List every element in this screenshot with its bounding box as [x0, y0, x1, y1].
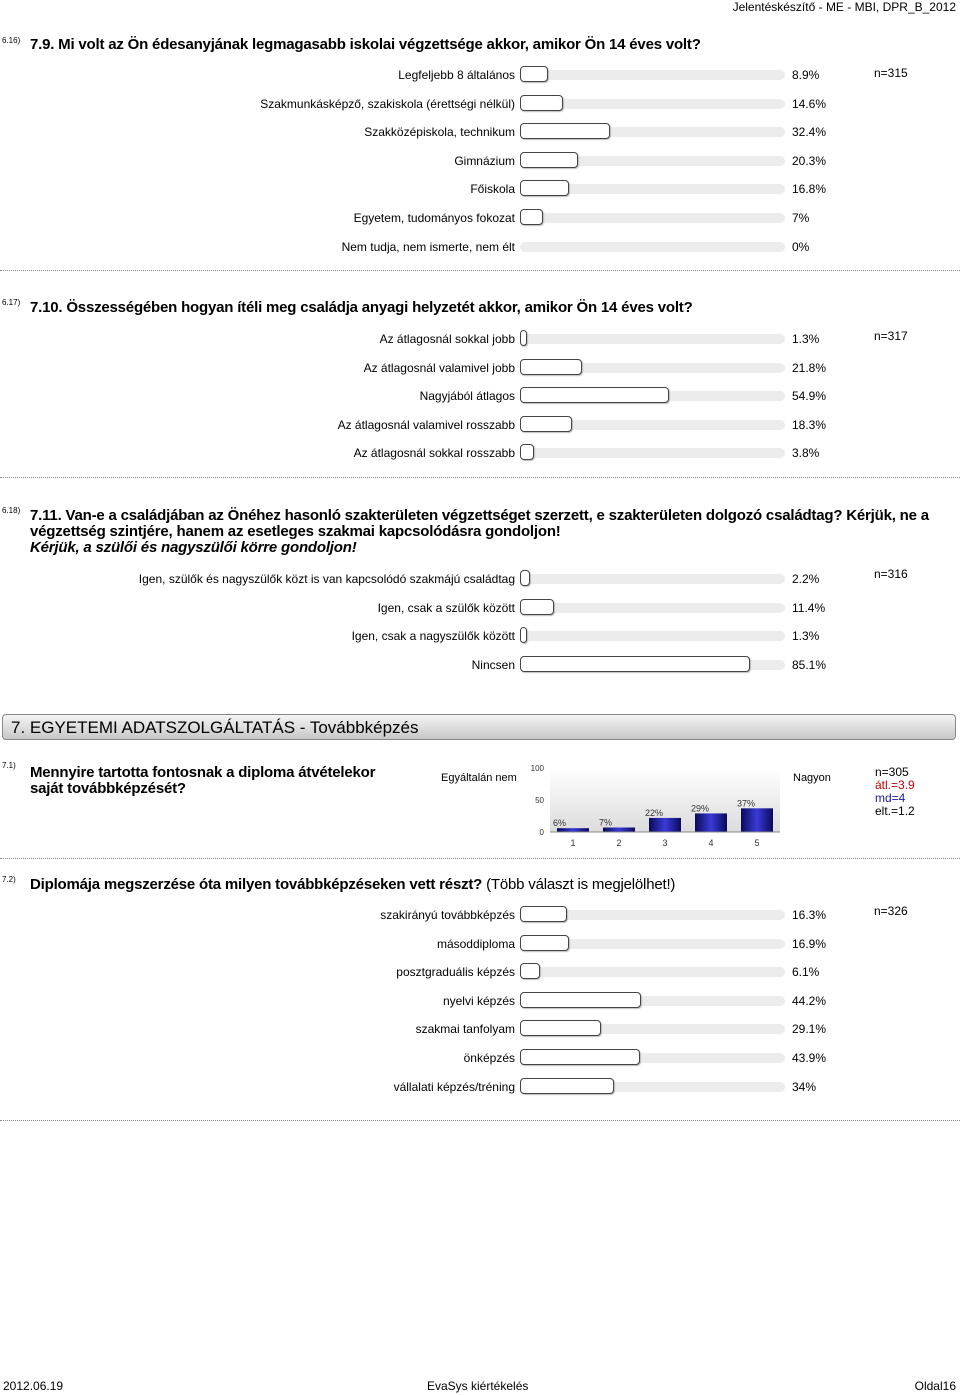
- answer-percentage: 1.3%: [792, 332, 820, 346]
- answer-row: [0, 1078, 960, 1098]
- question-title-text: 7.11. Van-e a családjában az Önéhez hasonló szakterületen végzettséget szerzett, e szakterületen dolgozó családtag? Kérjük, ne a végzettség szintjére, hanem az esetleges szakmai kapcsolódásra gondoljon!: [30, 507, 929, 540]
- question-title: [30, 508, 956, 556]
- percentage-bar: [520, 180, 569, 196]
- question-title-text: Diplomája megszerzése óta milyen továbbképzéseken vett részt?: [30, 876, 483, 893]
- answer-label: Az átlagosnál sokkal rosszabb: [353, 446, 515, 460]
- answer-label: Nagyjából átlagos: [419, 389, 515, 403]
- question-title: 7.9. Mi volt az Ön édesanyjának legmagasabb iskolai végzettsége akkor, amikor Ön 14 éves volt?: [30, 36, 701, 53]
- answer-row: [0, 330, 960, 350]
- answer-row: [0, 359, 960, 379]
- divider: [0, 270, 960, 271]
- y-tick-label: 0: [539, 828, 544, 837]
- bar-track: [520, 603, 785, 613]
- bar-track: [520, 631, 785, 641]
- percentage-bar: [520, 1020, 601, 1036]
- report-header: Jelentéskészítő - ME - MBI, DPR_B_2012: [732, 0, 956, 14]
- answer-percentage: 16.3%: [792, 908, 827, 922]
- answer-percentage: 16.9%: [792, 936, 827, 951]
- answer-percentage: 85.1%: [792, 658, 827, 673]
- answer-row: [0, 1049, 960, 1069]
- answer-label: Szakmunkásképző, szakiskola (érettségi nélkül): [260, 96, 515, 111]
- rating-histogram: [520, 760, 780, 855]
- question-title: 7.10. Összességében hogyan ítéli meg családja anyagi helyzetét akkor, amikor Ön 14 éves volt?: [30, 299, 693, 316]
- bar-data-label: 7%: [599, 817, 613, 828]
- footer-page: Oldal16: [914, 1379, 956, 1393]
- answer-label: szakmai tanfolyam: [415, 1022, 515, 1037]
- answer-row: [0, 95, 960, 115]
- answer-percentage: 3.8%: [792, 446, 820, 460]
- question-number: 7.2): [2, 875, 16, 884]
- answer-row: [0, 180, 960, 200]
- answer-percentage: 7%: [792, 211, 810, 225]
- answer-percentage: 29.1%: [792, 1022, 827, 1037]
- answer-percentage: 1.3%: [792, 629, 820, 644]
- question-title-note: (Több választ is megjelölhet!): [486, 876, 676, 893]
- percentage-bar: [520, 656, 750, 672]
- bar-track: [520, 242, 785, 252]
- percentage-bar: [520, 152, 578, 168]
- answer-label: nyelvi képzés: [442, 993, 515, 1008]
- percentage-bar: [520, 1078, 614, 1094]
- question-title: Mennyire tartotta fontosnak a diploma átvételekor saját továbbképzését?: [30, 764, 376, 797]
- question-number: 6.16): [2, 36, 21, 45]
- percentage-bar: [520, 95, 563, 111]
- answer-row: [0, 1020, 960, 1040]
- section-header: [2, 714, 956, 740]
- percentage-bar: [520, 359, 582, 375]
- question-number: 7.1): [2, 761, 16, 770]
- answer-percentage: 14.6%: [792, 96, 827, 111]
- answer-row: [0, 238, 960, 258]
- answer-label: Legfeljebb 8 általános: [398, 68, 515, 82]
- sample-size: n=316: [874, 567, 908, 581]
- percentage-bar: [520, 387, 669, 403]
- question-title: [30, 877, 675, 893]
- percentage-bar: [520, 963, 540, 979]
- answer-label: Nincsen: [471, 658, 515, 673]
- answer-label: Igen, csak a nagyszülők között: [351, 629, 515, 644]
- histogram-bar: [649, 818, 681, 832]
- answer-percentage: 32.4%: [792, 125, 827, 140]
- answer-label: posztgraduális képzés: [396, 965, 515, 980]
- percentage-bar: [520, 627, 527, 643]
- percentage-bar: [520, 570, 530, 586]
- histogram-bar: [603, 828, 635, 832]
- bar-track: [520, 967, 785, 977]
- divider: [0, 477, 960, 478]
- bar-track: [520, 213, 785, 223]
- answer-row: [0, 123, 960, 143]
- answer-row: [0, 963, 960, 983]
- histogram-bar: [741, 808, 773, 832]
- percentage-bar: [520, 123, 610, 139]
- question-number: 6.17): [2, 298, 21, 307]
- sample-size: n=326: [874, 904, 908, 918]
- percentage-bar: [520, 209, 543, 225]
- answer-row: [0, 209, 960, 229]
- footer-date: 2012.06.19: [3, 1379, 64, 1393]
- bar-data-label: 22%: [645, 807, 664, 818]
- answer-label: szakirányú továbbképzés: [380, 908, 515, 922]
- answer-label: Egyetem, tudományos fokozat: [353, 211, 515, 225]
- bar-track: [520, 70, 785, 80]
- median-value: md=4: [875, 791, 906, 805]
- answer-label: Igen, csak a szülők között: [377, 600, 515, 615]
- answer-row: [0, 599, 960, 619]
- bar-data-label: 6%: [553, 818, 567, 829]
- x-tick-label: 2: [616, 838, 622, 848]
- answer-percentage: 18.3%: [792, 417, 827, 432]
- percentage-bar: [520, 992, 641, 1008]
- answer-row: [0, 906, 960, 926]
- sample-size: n=305: [875, 765, 909, 779]
- answer-label: Igen, szülők és nagyszülők közt is van kapcsolódó szakmájú családtag: [138, 572, 515, 586]
- answer-row: [0, 570, 960, 590]
- answer-percentage: 0%: [792, 239, 810, 254]
- scale-left-label: Egyáltalán nem: [441, 772, 517, 784]
- histogram-bar: [695, 813, 727, 832]
- divider: [0, 858, 960, 859]
- answer-label: vállalati képzés/tréning: [393, 1079, 515, 1094]
- percentage-bar: [520, 416, 572, 432]
- section-title: 7. EGYETEMI ADATSZOLGÁLTATÁS - Továbbképzés: [11, 718, 419, 737]
- answer-row: [0, 387, 960, 407]
- x-tick-label: 3: [662, 838, 668, 848]
- answer-percentage: 54.9%: [792, 389, 827, 403]
- percentage-bar: [520, 1049, 640, 1065]
- answer-row: [0, 66, 960, 86]
- answer-label: önképzés: [463, 1051, 515, 1065]
- percentage-bar: [520, 66, 548, 82]
- answer-label: Az átlagosnál valamivel rosszabb: [337, 417, 515, 432]
- bar-track: [520, 334, 785, 344]
- percentage-bar: [520, 935, 569, 951]
- percentage-bar: [520, 906, 567, 922]
- deviation-value: elt.=1.2: [875, 804, 915, 818]
- percentage-bar: [520, 330, 527, 346]
- answer-percentage: 44.2%: [792, 993, 827, 1008]
- sample-size: n=315: [874, 66, 908, 80]
- answer-row: [0, 444, 960, 464]
- answer-label: Az átlagosnál valamivel jobb: [363, 360, 515, 375]
- sample-size: n=317: [874, 329, 908, 343]
- y-tick-label: 50: [535, 796, 544, 805]
- divider: [0, 1120, 960, 1121]
- answer-label: Az átlagosnál sokkal jobb: [379, 332, 515, 346]
- bar-track: [520, 448, 785, 458]
- histogram-bar: [557, 828, 589, 832]
- answer-percentage: 11.4%: [792, 600, 826, 615]
- answer-row: [0, 656, 960, 676]
- question-number: 6.18): [2, 506, 21, 515]
- answer-percentage: 16.8%: [792, 182, 827, 197]
- y-tick-label: 100: [530, 764, 544, 773]
- percentage-bar: [520, 599, 554, 615]
- answer-label: Szakközépiskola, technikum: [364, 125, 515, 140]
- footer-center: EvaSys kiértékelés: [427, 1379, 529, 1393]
- x-tick-label: 4: [708, 838, 714, 848]
- answer-row: [0, 992, 960, 1012]
- x-tick-label: 1: [570, 838, 576, 848]
- bar-data-label: 37%: [737, 798, 756, 809]
- answer-percentage: 34%: [792, 1079, 817, 1094]
- answer-percentage: 8.9%: [792, 68, 820, 82]
- mean-value: átl.=3.9: [875, 778, 915, 792]
- statistics-block: [875, 766, 915, 818]
- answer-row: [0, 935, 960, 955]
- answer-percentage: 21.8%: [792, 360, 827, 375]
- answer-percentage: 20.3%: [792, 153, 827, 168]
- x-tick-label: 5: [754, 838, 760, 848]
- percentage-bar: [520, 444, 534, 460]
- answer-row: [0, 627, 960, 647]
- scale-right-label: Nagyon: [793, 772, 831, 784]
- answer-label: Gimnázium: [454, 153, 515, 168]
- question-subtitle: Kérjük, a szülői és nagyszülői körre gondoljon!: [30, 539, 357, 556]
- answer-label: Nem tudja, nem ismerte, nem élt: [341, 239, 515, 254]
- answer-percentage: 43.9%: [792, 1051, 827, 1065]
- bar-data-label: 29%: [691, 803, 710, 814]
- bar-track: [520, 574, 785, 584]
- answer-label: Főiskola: [470, 182, 515, 197]
- answer-row: [0, 152, 960, 172]
- answer-percentage: 6.1%: [792, 965, 820, 980]
- answer-percentage: 2.2%: [792, 572, 820, 586]
- answer-label: másoddiploma: [436, 936, 515, 951]
- answer-row: [0, 416, 960, 436]
